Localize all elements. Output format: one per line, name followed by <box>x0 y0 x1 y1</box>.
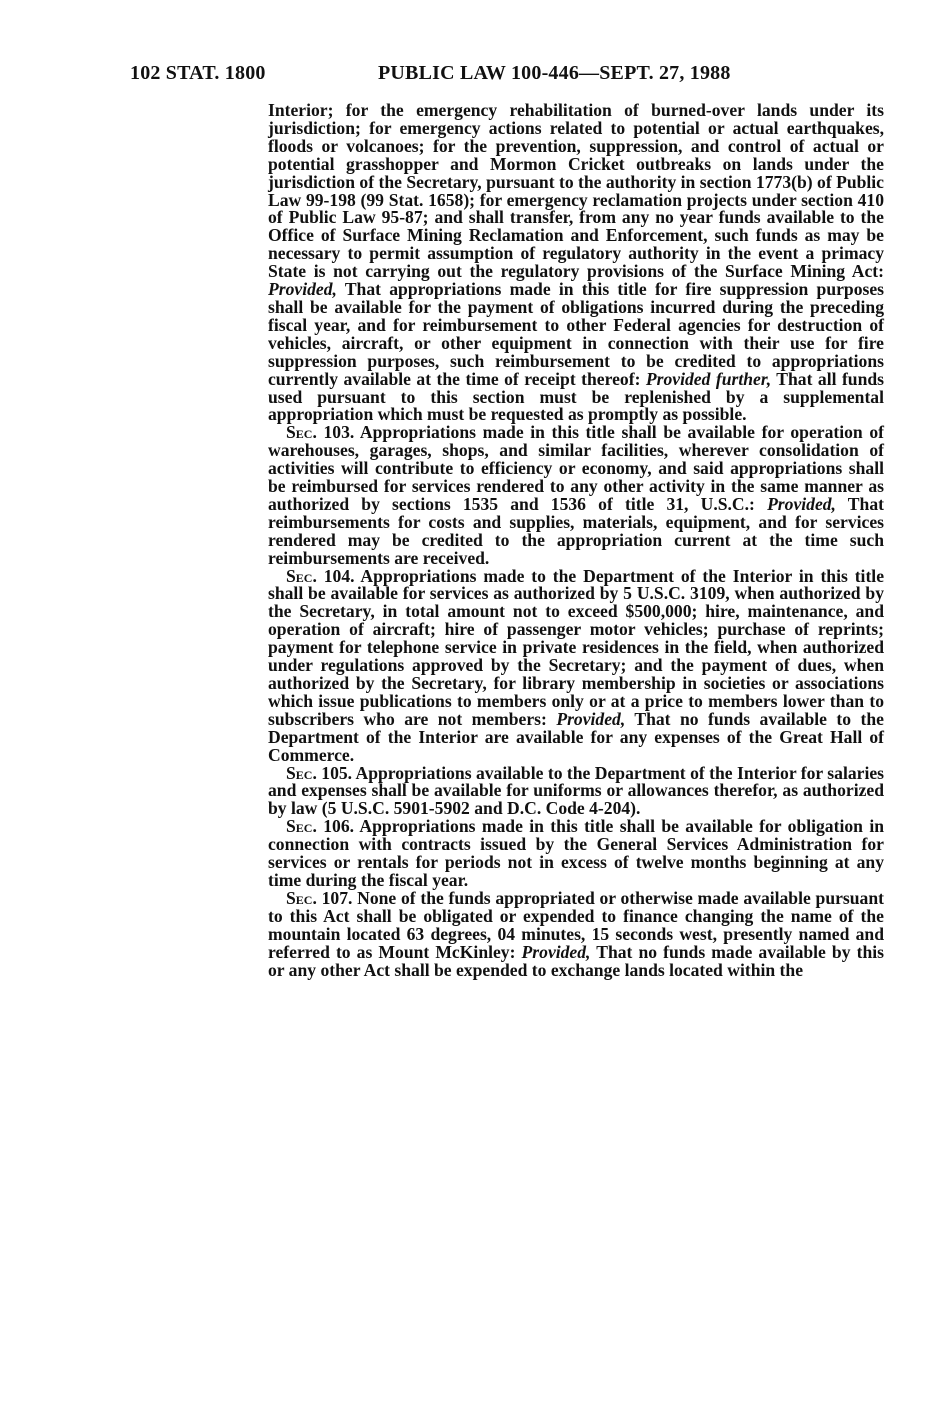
text-segment: That reimbursements for costs and supplies, materials, equipment, and for services rendered may be credited to the appropriation current at the time such reimbursements are received. <box>268 493 884 568</box>
text-segment: 107. None of the funds appropriated or otherwise made available pursuant to this Act shall be obligated or expended to finance changing the name of the mountain located 63 degrees, 04 minutes, 15 seconds west, presently named and referred to as Mount McKinley: <box>268 887 884 962</box>
body-text <box>268 102 884 979</box>
text-segment: 106. Appropriations made in this title shall be available for obligation in connection with contracts issued by the General Services Administration for services or rentals for periods not in excess of twelve months beginning at any time during the fiscal year. <box>268 816 884 890</box>
public-law-title: PUBLIC LAW 100-446—SEPT. 27, 1988 <box>378 62 731 84</box>
proviso-italic: Provided further, <box>645 368 772 389</box>
text-segment: Interior; for the emergency rehabilitation of burned-over lands under its jurisdiction; for emergency actions related to potential or actual earthquakes, floods or volcanoes; for the prevention, suppression, and control of actual or potential grasshopper and Mormon Cricket outbreaks on lands under the jurisdiction of the Secretary, pursuant to the authority in section 1773(b) of Public Law 99-198 (99 Stat. 1658); for emergency reclamation projects under section 410 of Public Law 95-87; and shall transfer, from any no year funds available to the Office of Surface Mining Reclamation and Enforcement, such funds as may be necessary to permit assumption of regulatory authority in the event a primacy State is not carrying out the regulatory provisions of the Surface Mining Act: <box>268 100 884 282</box>
stat-reference: 102 STAT. 1800 <box>130 62 266 84</box>
text-segment: 105. Appropriations available to the Department of the Interior for salaries and expenses shall be available for uniforms or allowances therefor, as authorized by law (5 U.S.C. 5901-5902 and D.C. Code 4-204). <box>268 762 884 819</box>
proviso-italic: Provided, <box>521 941 591 962</box>
section-107 <box>268 887 884 980</box>
section-103 <box>268 424 884 567</box>
proviso-italic: Provided, <box>767 493 836 514</box>
running-head <box>130 62 820 86</box>
section-106 <box>268 818 884 890</box>
text-segment: 103. Appropriations made in this title shall be available for operation of warehouses, garages, shops, and similar facilities, wherever consolidation of activities will contribute to efficiency or economy, and said appropriations shall be reimbursed for services rendered to any other activity in the same manner as authorized by sections 1535 and 1536 of title 31, U.S.C.: <box>268 422 884 514</box>
text-segment: That appropriations made in this title for fire suppression purposes shall be available for the payment of obligations incurred during the preceding fiscal year, and for reimbursement to other Federal agencies for destruction of vehicles, aircraft, or other equipment in connection with their use for fire suppression purposes, such reimbursement to be credited to appropriations currently available at the time of receipt thereof: <box>268 279 884 389</box>
text-segment: That no funds made available by this or any other Act shall be expended to exchange lands located within the <box>268 941 884 980</box>
section-label: Sec. <box>286 422 317 443</box>
text-segment: 104. Appropriations made to the Department of the Interior in this title shall be available for services as authorized by 5 U.S.C. 3109, when authorized by the Secretary, in total amount not to exceed $500,000; hire, maintenance, and operation of aircraft; hire of passenger motor vehicles; purchase of reprints; payment for telephone service in private residences in the field, when authorized under regulations approved by the Secretary; and the payment of dues, when authorized by the Secretary, for library membership in societies or associations which issue publications to members only or at a price to members lower than to subscribers who are not members: <box>268 565 884 729</box>
proviso-italic: Provided, <box>268 279 337 300</box>
section-label: Sec. <box>286 816 317 837</box>
proviso-italic: Provided, <box>556 708 626 729</box>
text-segment: That no funds available to the Department of the Interior are available for any expenses of the Great Hall of Commerce. <box>268 708 884 765</box>
text-segment: That all funds used pursuant to this section must be replenished by a supplemental appropriation which must be requested as promptly as possible. <box>268 368 884 425</box>
paragraph-continued <box>268 102 884 424</box>
section-104 <box>268 565 884 765</box>
section-label: Sec. <box>286 565 317 586</box>
section-label: Sec. <box>286 762 317 783</box>
section-105 <box>268 762 884 819</box>
section-label: Sec. <box>286 887 317 908</box>
